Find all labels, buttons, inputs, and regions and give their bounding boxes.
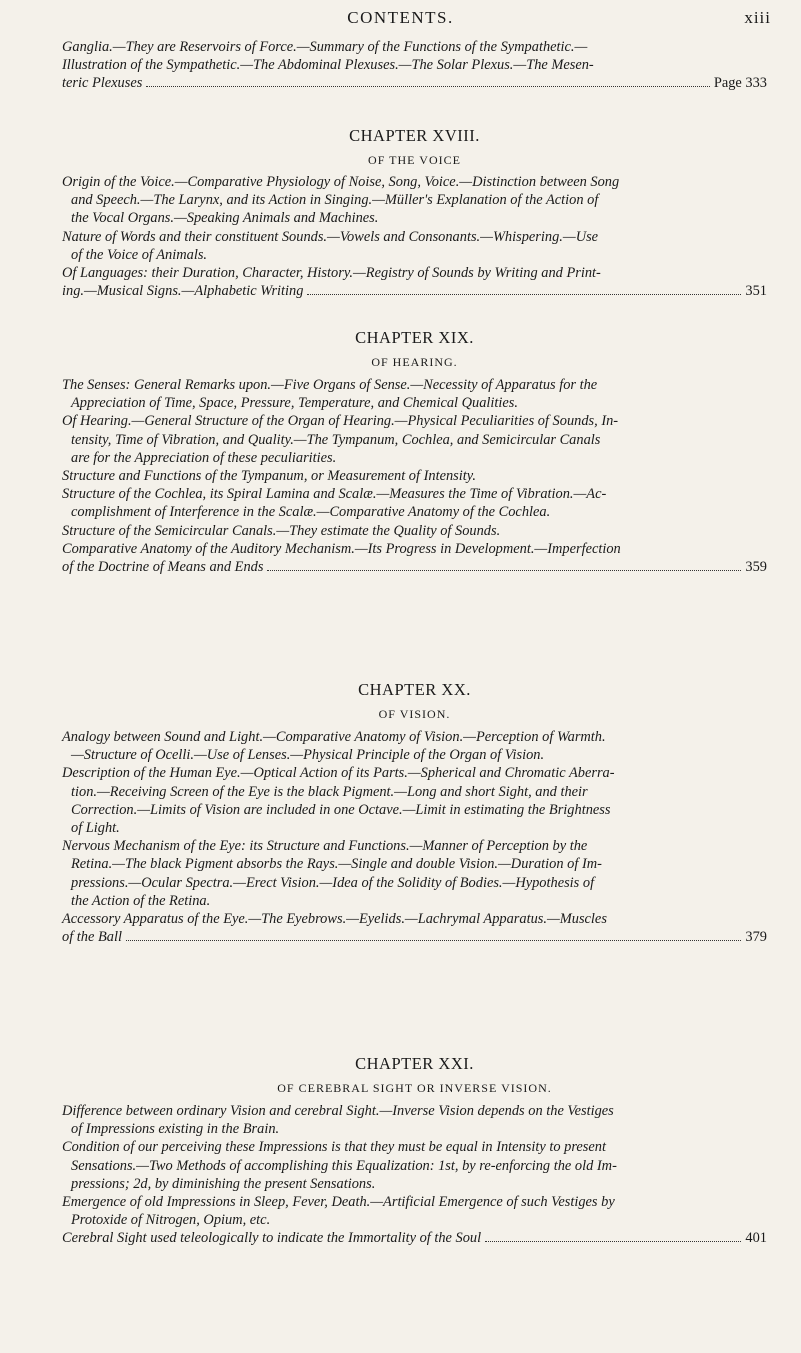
dot-leader — [267, 570, 741, 571]
toc-line: of the Ball — [62, 929, 122, 946]
toc-leader-line — [62, 1229, 767, 1247]
chapter-21 — [62, 1054, 767, 1248]
toc-paragraph — [62, 228, 767, 264]
toc-line: of Impressions existing in the Brain. — [71, 1121, 280, 1138]
toc-line: Correction.—Limits of Vision are included in one Octave.—Limit in estimating the Brightness — [71, 801, 611, 818]
toc-leader-line — [62, 558, 767, 576]
toc-line: Cerebral Sight used teleologically to indicate the Immortality of the Soul — [62, 1230, 482, 1247]
toc-line: The Senses: General Remarks upon.—Five Organs of Sense.—Necessity of Apparatus for the — [62, 377, 598, 393]
toc-line: ing.—Musical Signs.—Alphabetic Writing — [62, 283, 304, 300]
chapter-subtitle: OF VISION. — [378, 707, 451, 721]
chapter-subtitle: OF THE VOICE — [368, 153, 461, 167]
toc-line: Difference between ordinary Vision and cerebral Sight.—Inverse Vision depends on the Vestiges — [62, 1103, 614, 1119]
toc-line: Accessory Apparatus of the Eye.—The Eyebrows.—Eyelids.—Lachrymal Apparatus.—Muscles — [62, 911, 607, 928]
toc-leader-line — [62, 282, 767, 300]
toc-paragraph — [62, 1138, 767, 1193]
intro-entry — [62, 38, 767, 93]
toc-line: the Action of the Retina. — [71, 892, 211, 909]
toc-line: Origin of the Voice.—Comparative Physiology of Noise, Song, Voice.—Distinction between Song — [62, 174, 620, 190]
toc-line: pressions; 2d, by diminishing the present Sensations. — [71, 1175, 376, 1192]
toc-line: —Structure of Ocelli.—Use of Lenses.—Physical Principle of the Organ of Vision. — [71, 747, 545, 764]
page-ref: 351 — [745, 283, 767, 300]
toc-line: Of Languages: their Duration, Character, History.—Registry of Sounds by Writing and Print- — [62, 265, 601, 282]
dot-leader — [146, 86, 710, 87]
toc-line: Description of the Human Eye.—Optical Action of its Parts.—Spherical and Chromatic Aberra- — [62, 765, 615, 782]
dot-leader — [126, 940, 741, 941]
toc-paragraph — [62, 485, 767, 521]
toc-line: Condition of our perceiving these Impressions is that they must be equal in Intensity to present — [62, 1139, 606, 1156]
toc-line: teric Plexuses — [62, 75, 143, 92]
toc-line: Retina.—The black Pigment absorbs the Rays.—Single and double Vision.—Duration of Im- — [71, 856, 602, 873]
toc-paragraph — [62, 540, 767, 558]
toc-line: of the Voice of Animals. — [71, 246, 208, 263]
chapter-20 — [62, 680, 767, 946]
toc-line: tensity, Time of Vibration, and Quality.—The Tympanum, Cochlea, and Semicircular Canals — [71, 431, 601, 448]
toc-line: complishment of Interference in the Scalæ.—Comparative Anatomy of the Cochlea. — [71, 504, 551, 521]
toc-line: Nervous Mechanism of the Eye: its Structure and Functions.—Manner of Perception by the — [62, 838, 588, 855]
chapter-title: CHAPTER XVIII. — [349, 126, 480, 145]
toc-line: Emergence of old Impressions in Sleep, Fever, Death.—Artificial Emergence of such Vestiges by — [62, 1194, 615, 1211]
toc-line: Structure and Functions of the Tympanum, or Measurement of Intensity. — [62, 468, 476, 485]
toc-line: Ganglia.—They are Reservoirs of Force.—Summary of the Functions of the Sympathetic.— — [62, 39, 588, 55]
chapter-19 — [62, 328, 767, 576]
page-ref: Page 333 — [713, 75, 767, 92]
toc-leader-line — [62, 74, 767, 92]
toc-paragraph — [62, 412, 767, 467]
toc-line: and Speech.—The Larynx, and its Action in Singing.—Müller's Explanation of the Action of — [71, 192, 599, 209]
page-ref: 401 — [745, 1230, 767, 1247]
toc-paragraph — [62, 1102, 767, 1138]
chapter-subtitle: OF HEARING. — [371, 355, 458, 369]
toc-line: Appreciation of Time, Space, Pressure, Temperature, and Chemical Qualities. — [71, 395, 518, 412]
dot-leader — [307, 294, 741, 295]
toc-line: Structure of the Semicircular Canals.—They estimate the Quality of Sounds. — [62, 522, 501, 539]
toc-line: of Light. — [71, 820, 120, 837]
toc-line: Of Hearing.—General Structure of the Organ of Hearing.—Physical Peculiarities of Sounds, In- — [62, 413, 619, 430]
toc-paragraph — [62, 264, 767, 282]
toc-line: Structure of the Cochlea, its Spiral Lamina and Scalæ.—Measures the Time of Vibration.—Ac- — [62, 486, 607, 503]
toc-paragraph — [62, 837, 767, 910]
toc-line: are for the Appreciation of these peculiarities. — [71, 449, 337, 466]
toc-paragraph — [62, 173, 767, 228]
chapter-18 — [62, 126, 767, 300]
chapter-title: CHAPTER XXI. — [355, 1054, 474, 1073]
toc-line: Analogy between Sound and Light.—Comparative Anatomy of Vision.—Perception of Warmth. — [62, 729, 606, 745]
dot-leader — [485, 1241, 741, 1242]
page-number: xiii — [744, 8, 771, 27]
toc-line: of the Doctrine of Means and Ends — [62, 559, 264, 576]
toc-line: Sensations.—Two Methods of accomplishing this Equalization: 1st, by re-enforcing the old Im- — [71, 1157, 617, 1174]
toc-line: Comparative Anatomy of the Auditory Mechanism.—Its Progress in Development.—Imperfection — [62, 540, 621, 557]
toc-paragraph — [62, 1193, 767, 1229]
toc-paragraph — [62, 467, 767, 485]
toc-line: Illustration of the Sympathetic.—The Abdominal Plexuses.—The Solar Plexus.—The Mesen- — [62, 57, 594, 74]
toc-paragraph — [62, 764, 767, 837]
toc-line: pressions.—Ocular Spectra.—Erect Vision.—Idea of the Solidity of Bodies.—Hypothesis of — [71, 874, 595, 891]
toc-paragraph — [62, 522, 767, 540]
chapter-title: CHAPTER XX. — [358, 680, 471, 699]
running-head: CONTENTS. — [347, 8, 454, 27]
toc-paragraph — [62, 910, 767, 928]
chapter-title: CHAPTER XIX. — [355, 328, 474, 347]
page-ref: 359 — [745, 559, 767, 576]
page-ref: 379 — [745, 929, 767, 946]
toc-line: Protoxide of Nitrogen, Opium, etc. — [71, 1212, 271, 1229]
toc-line: Nature of Words and their constituent Sounds.—Vowels and Consonants.—Whispering.—Use — [62, 228, 599, 245]
chapter-subtitle: OF CEREBRAL SIGHT OR INVERSE VISION. — [277, 1081, 552, 1095]
toc-line: tion.—Receiving Screen of the Eye is the black Pigment.—Long and short Sight, and their — [71, 783, 588, 800]
toc-paragraph — [62, 376, 767, 412]
toc-paragraph — [62, 728, 767, 764]
toc-line: the Vocal Organs.—Speaking Animals and Machines. — [71, 210, 379, 227]
toc-leader-line — [62, 928, 767, 946]
